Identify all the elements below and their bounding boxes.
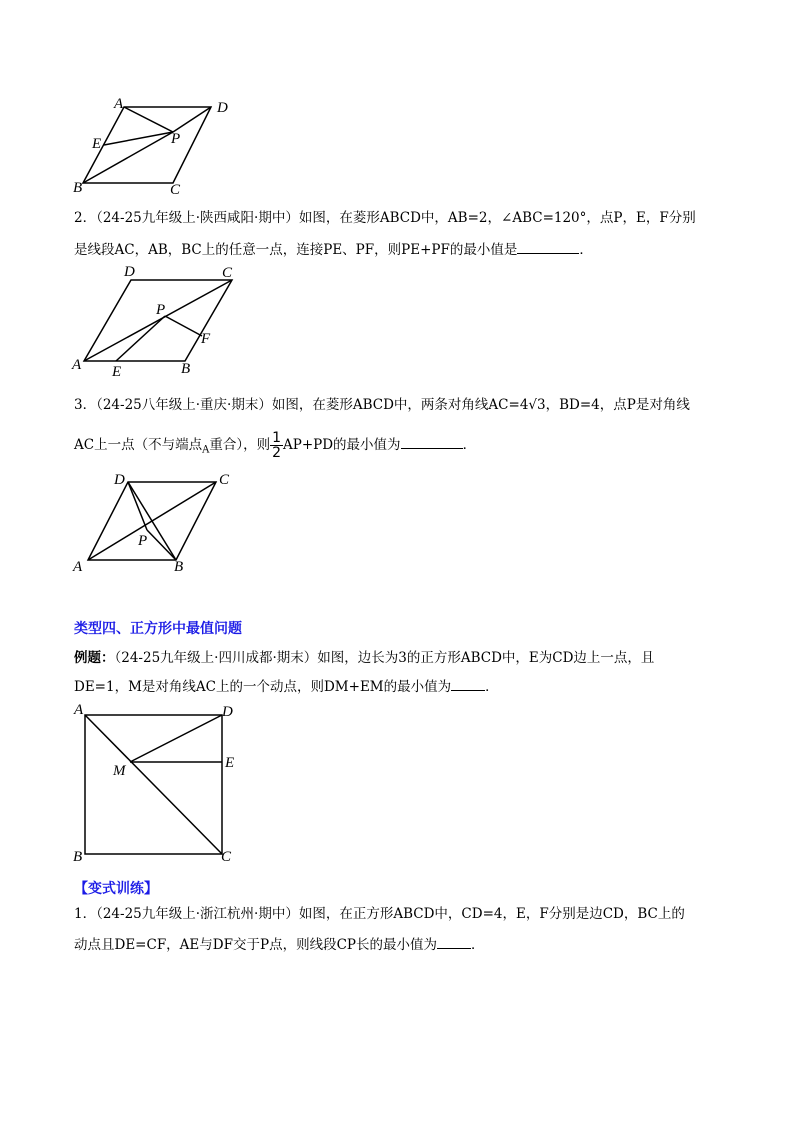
label-c: C	[219, 472, 230, 488]
label-p: P	[156, 302, 166, 318]
label-e: E	[112, 364, 122, 380]
label-p: P	[171, 131, 181, 147]
q2-line-2: 是线段AC，AB，BC上的任意一点，连接PE、PF，则PE+PF的最小值是 ．	[74, 242, 593, 258]
label-d: D	[217, 100, 228, 116]
label-d: D	[114, 472, 125, 488]
label-e: E	[225, 755, 235, 771]
example-line-1: 例题：（24-25九年级上·四川成都·期末）如图，边长为3的正方形ABCD中，E为CD边上一点，且	[74, 650, 655, 666]
label-a: A	[74, 702, 84, 718]
variant-line-2: 动点且DE=CF，AE与DF交于P点，则线段CP长的最小值为 ．	[74, 937, 485, 953]
label-e: E	[92, 136, 102, 152]
label-b: B	[174, 559, 184, 575]
variant-line-1: 1．（24-25九年级上·浙江杭州·期中）如图，在正方形ABCD中，CD=4，E，F分别是边CD，BC上的	[74, 906, 685, 922]
label-b: B	[73, 849, 83, 865]
label-f: F	[201, 331, 211, 347]
variant-heading: 【变式训练】	[74, 881, 158, 897]
label-m: M	[113, 763, 126, 779]
label-a: A	[73, 559, 83, 575]
label-d: D	[124, 264, 135, 280]
label-b: B	[181, 361, 191, 377]
label-c: C	[170, 182, 181, 198]
section-heading: 类型四、正方形中最值问题	[74, 621, 242, 637]
label-p: P	[138, 533, 148, 549]
fraction-one-half: $\frac{1}{2}$	[272, 430, 281, 461]
label-d: D	[222, 704, 233, 720]
label-c: C	[221, 849, 232, 865]
label-b: B	[73, 180, 83, 196]
label-a: A	[72, 357, 82, 373]
q2-line-1: 2．（24-25九年级上·陕西咸阳·期中）如图，在菱形ABCD中，AB=2，∠ABC=120°，点P，E，F分别	[74, 210, 696, 226]
q3-line-1: 3．（24-25八年级上·重庆·期末）如图，在菱形ABCD中，两条对角线AC=4√3，BD=4，点P是对角线	[74, 397, 690, 413]
label-c: C	[222, 265, 233, 281]
answer-blank	[437, 936, 471, 949]
label-a: A	[114, 96, 124, 112]
example-line-2: DE=1，M是对角线AC上的一个动点，则DM+EM的最小值为 ．	[74, 679, 499, 695]
q3-line-2: AC上一点（不与端点$_A$重合），则 $\frac{1}{2}$ AP+PD的最小值为 ．	[74, 430, 477, 461]
